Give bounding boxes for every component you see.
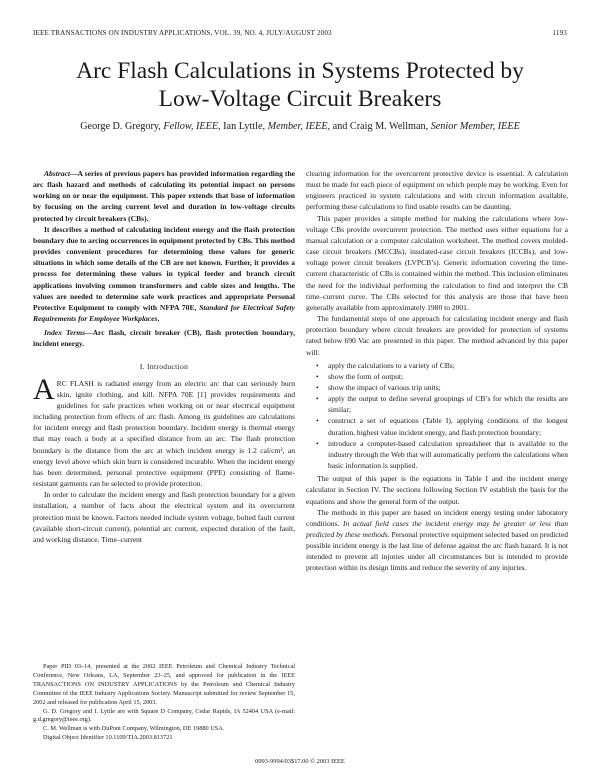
left-column — [33, 168, 295, 545]
intro-text-1: RC FLASH is radiated energy from an electric arc that can seriously burn skin, ignite clothing, and kill. NFPA 70E [1] provides requirements and guidelines for safe practices when working on or near electrical equipment including protection from effects of arc flash. Among its guidelines are calculations for incident energy and flash protection boundary. Incident energy is thermal energy that may reach a body at a specified distance from an arc. The flash protection boundary is the distance from the arc at which incident energy is 1.2 cal/cm², an energy level above which skin burn is considered incurable. When the incident energy has been determined, personal protective equipment (PPE) consisting of flame-resistant garments can be selected to provide protection. — [33, 378, 295, 489]
list-item: • apply the calculations to a variety of CBs; — [328, 360, 568, 371]
method-list — [306, 360, 568, 472]
section-heading: I. Introduction — [139, 361, 189, 371]
title-line-1: Arc Flash Calculations in Systems Protected by — [76, 58, 524, 84]
author-line — [0, 121, 600, 132]
footnote-paper-info: Paper PID 03–14, presented at the 2002 IEEE Petroleum and Chemical Industry Technical Conference, New Orleans, LA, September 23–25, and approved for publication in the IEEE TRANSACTIONS ON INDUSTRY APPLICATIONS by the Petroleum and Chemical Industry Committee of the IEEE Industry Applications Society. Manuscript submitted for review September 15, 2002 and released for publication April 15, 2003. — [33, 663, 295, 706]
abstract-text: A series of previous papers has provided information regarding the arc flash hazard and methods of calculating its potential impact on persons working on or near the equipment. This paper extends that base of information by focusing on the arcing current level and duration in low-voltage circuits protected by circuit breakers (CBs). — [33, 169, 295, 223]
footnote-doi: Digital Object Identifier 10.1109/TIA.2003.813721 — [43, 734, 173, 742]
body-text-5a: The methods in this paper are based on incident energy testing under laboratory conditions. — [306, 507, 568, 528]
right-column — [306, 168, 568, 574]
body-paragraph-4: The output of this paper is the equations in Table I and the incident energy calculator in Section IV. The sections following Section IV establish the basis for the equations and show the general form of the output. — [306, 474, 568, 506]
abstract-text-2c: . — [157, 314, 160, 324]
abstract-paragraph-2 — [33, 224, 295, 324]
drop-cap: A — [33, 372, 55, 406]
abstract-standard-title: Standard for Electrical Safety Requirements for Employee Workplaces — [33, 302, 296, 324]
abstract-text-2a: It describes a method of calculating incident energy and the flash protection boundary due to arcing occurrences in equipment protected by CBs. This method provides convenient procedures for determining these values for generic situations in which some details of the CB are not known. Further, it provides a process for determining these values in typical feeder and branch circuit applications involving common transformers and cable sizes and lengths. The values are needed to determine safe work practices and appropriate Personal Protective Equipment to comply with NFPA 70E, — [33, 224, 295, 312]
footnote — [33, 663, 295, 743]
abstract-paragraph — [33, 168, 295, 224]
author-1-name: George D. Gregory, — [80, 121, 161, 132]
index-terms — [33, 327, 295, 349]
list-item: • introduce a computer-based calculation spreadsheet that is available to the industry through the Web that will automatically perform the calculations when basic information is supplied. — [328, 438, 568, 471]
author-3-role: Senior Member, IEEE — [430, 121, 520, 132]
body-paragraph-1: clearing information for the overcurrent protective device is essential. A calculation must be made for each piece of equipment on which people may be working. Even for engineers practiced in system calculations and with circuit information available, performing these calculations to find usable results can be daunting. — [306, 169, 568, 212]
intro-paragraph-1 — [33, 372, 295, 490]
copyright-footer: 0093-9994/03$17.00 © 2003 IEEE — [255, 758, 345, 765]
list-item: • construct a set of equations (Table I), applying conditions of the longest duration, highest value incident energy, and flash protection boundary; — [328, 415, 568, 437]
body-paragraph-2: This paper provides a simple method for making the calculations where low-voltage CBs provide overcurrent protection. The method uses either equations for a manual calculation or a computer calculation worksheet. The method covers molded-case circuit breakers (MCCBs), insulated-case circuit breakers (ICCBs), and low-voltage power circuit breakers (LVPCB’s). Generic information covering the time-current characteristic of CBs is contained within the method. This inclusion eliminates the need for the individual performing the calculation to find and interpret the CB time–current curve. The CBs selected for this analysis are those that have been generally available from approximately 1980 to 2001. — [306, 213, 568, 312]
body-text-5-emphasis: In actual field cases the incident energy may be greater or less than predicted by these methods. — [306, 518, 568, 539]
body-paragraph-3: The fundamental steps of one approach for calculating incident energy and flash protection boundary where circuit breakers are provided for protection of systems rated below 690 Vac are presented in this paper. The method advanced by this paper will: — [306, 314, 568, 357]
intro-paragraph-2: In order to calculate the incident energy and flash protection boundary for a given installation, a number of facts about the electrical system and its overcurrent protection must be known. Factors needed include system voltage, bolted fault current (available short-circuit current), potential arc current, expected duration of the fault, and working distance. Time–current — [33, 490, 295, 544]
journal-name: IEEE TRANSACTIONS ON INDUSTRY APPLICATIONS, VOL. 39, NO. 4, JULY/AUGUST 2003 — [33, 29, 332, 37]
index-terms-text: Arc flash, circuit breaker (CB), flash protection boundary, incident energy. — [33, 328, 295, 349]
abstract-label: Abstract— — [44, 169, 78, 178]
body-paragraph-5 — [306, 507, 568, 574]
list-item: • show the form of output; — [328, 371, 568, 382]
author-1-role: Fellow, IEEE, — [163, 121, 221, 132]
title-line-2: Low-Voltage Circuit Breakers — [158, 86, 442, 112]
footnote-affiliation-2: C. M. Wellman is with DuPont Company, Wilmington, DE 19880 USA. — [43, 725, 225, 733]
index-terms-label: Index Terms— — [44, 328, 93, 338]
author-3-name: and Craig M. Wellman, — [332, 121, 429, 132]
body-text-5c: Personal protective equipment selected based on predicted possible incident energy is the last line of defense against the arc flash hazard. It is not intended to prevent all injuries under all circumstances but is intended to provide protection within its design limits and reduce the severity of any injuries. — [306, 530, 568, 573]
running-header — [33, 29, 567, 37]
footnote-affiliation-1: G. D. Gregory and I. Lyttle are with Square D Company, Cedar Rapids, IA 52404 USA (e-mail: g.d.gregory@ieee.org). — [33, 707, 295, 724]
author-2-name: Ian Lyttle, — [223, 121, 266, 132]
author-2-role: Member, IEEE, — [267, 121, 331, 132]
list-item: • show the impact of various trip units; — [328, 382, 568, 393]
page-number: 1193 — [552, 29, 567, 37]
list-item: • apply the output to define several groupings of CB’s for which the results are similar; — [328, 393, 568, 415]
paper-title — [0, 57, 600, 113]
